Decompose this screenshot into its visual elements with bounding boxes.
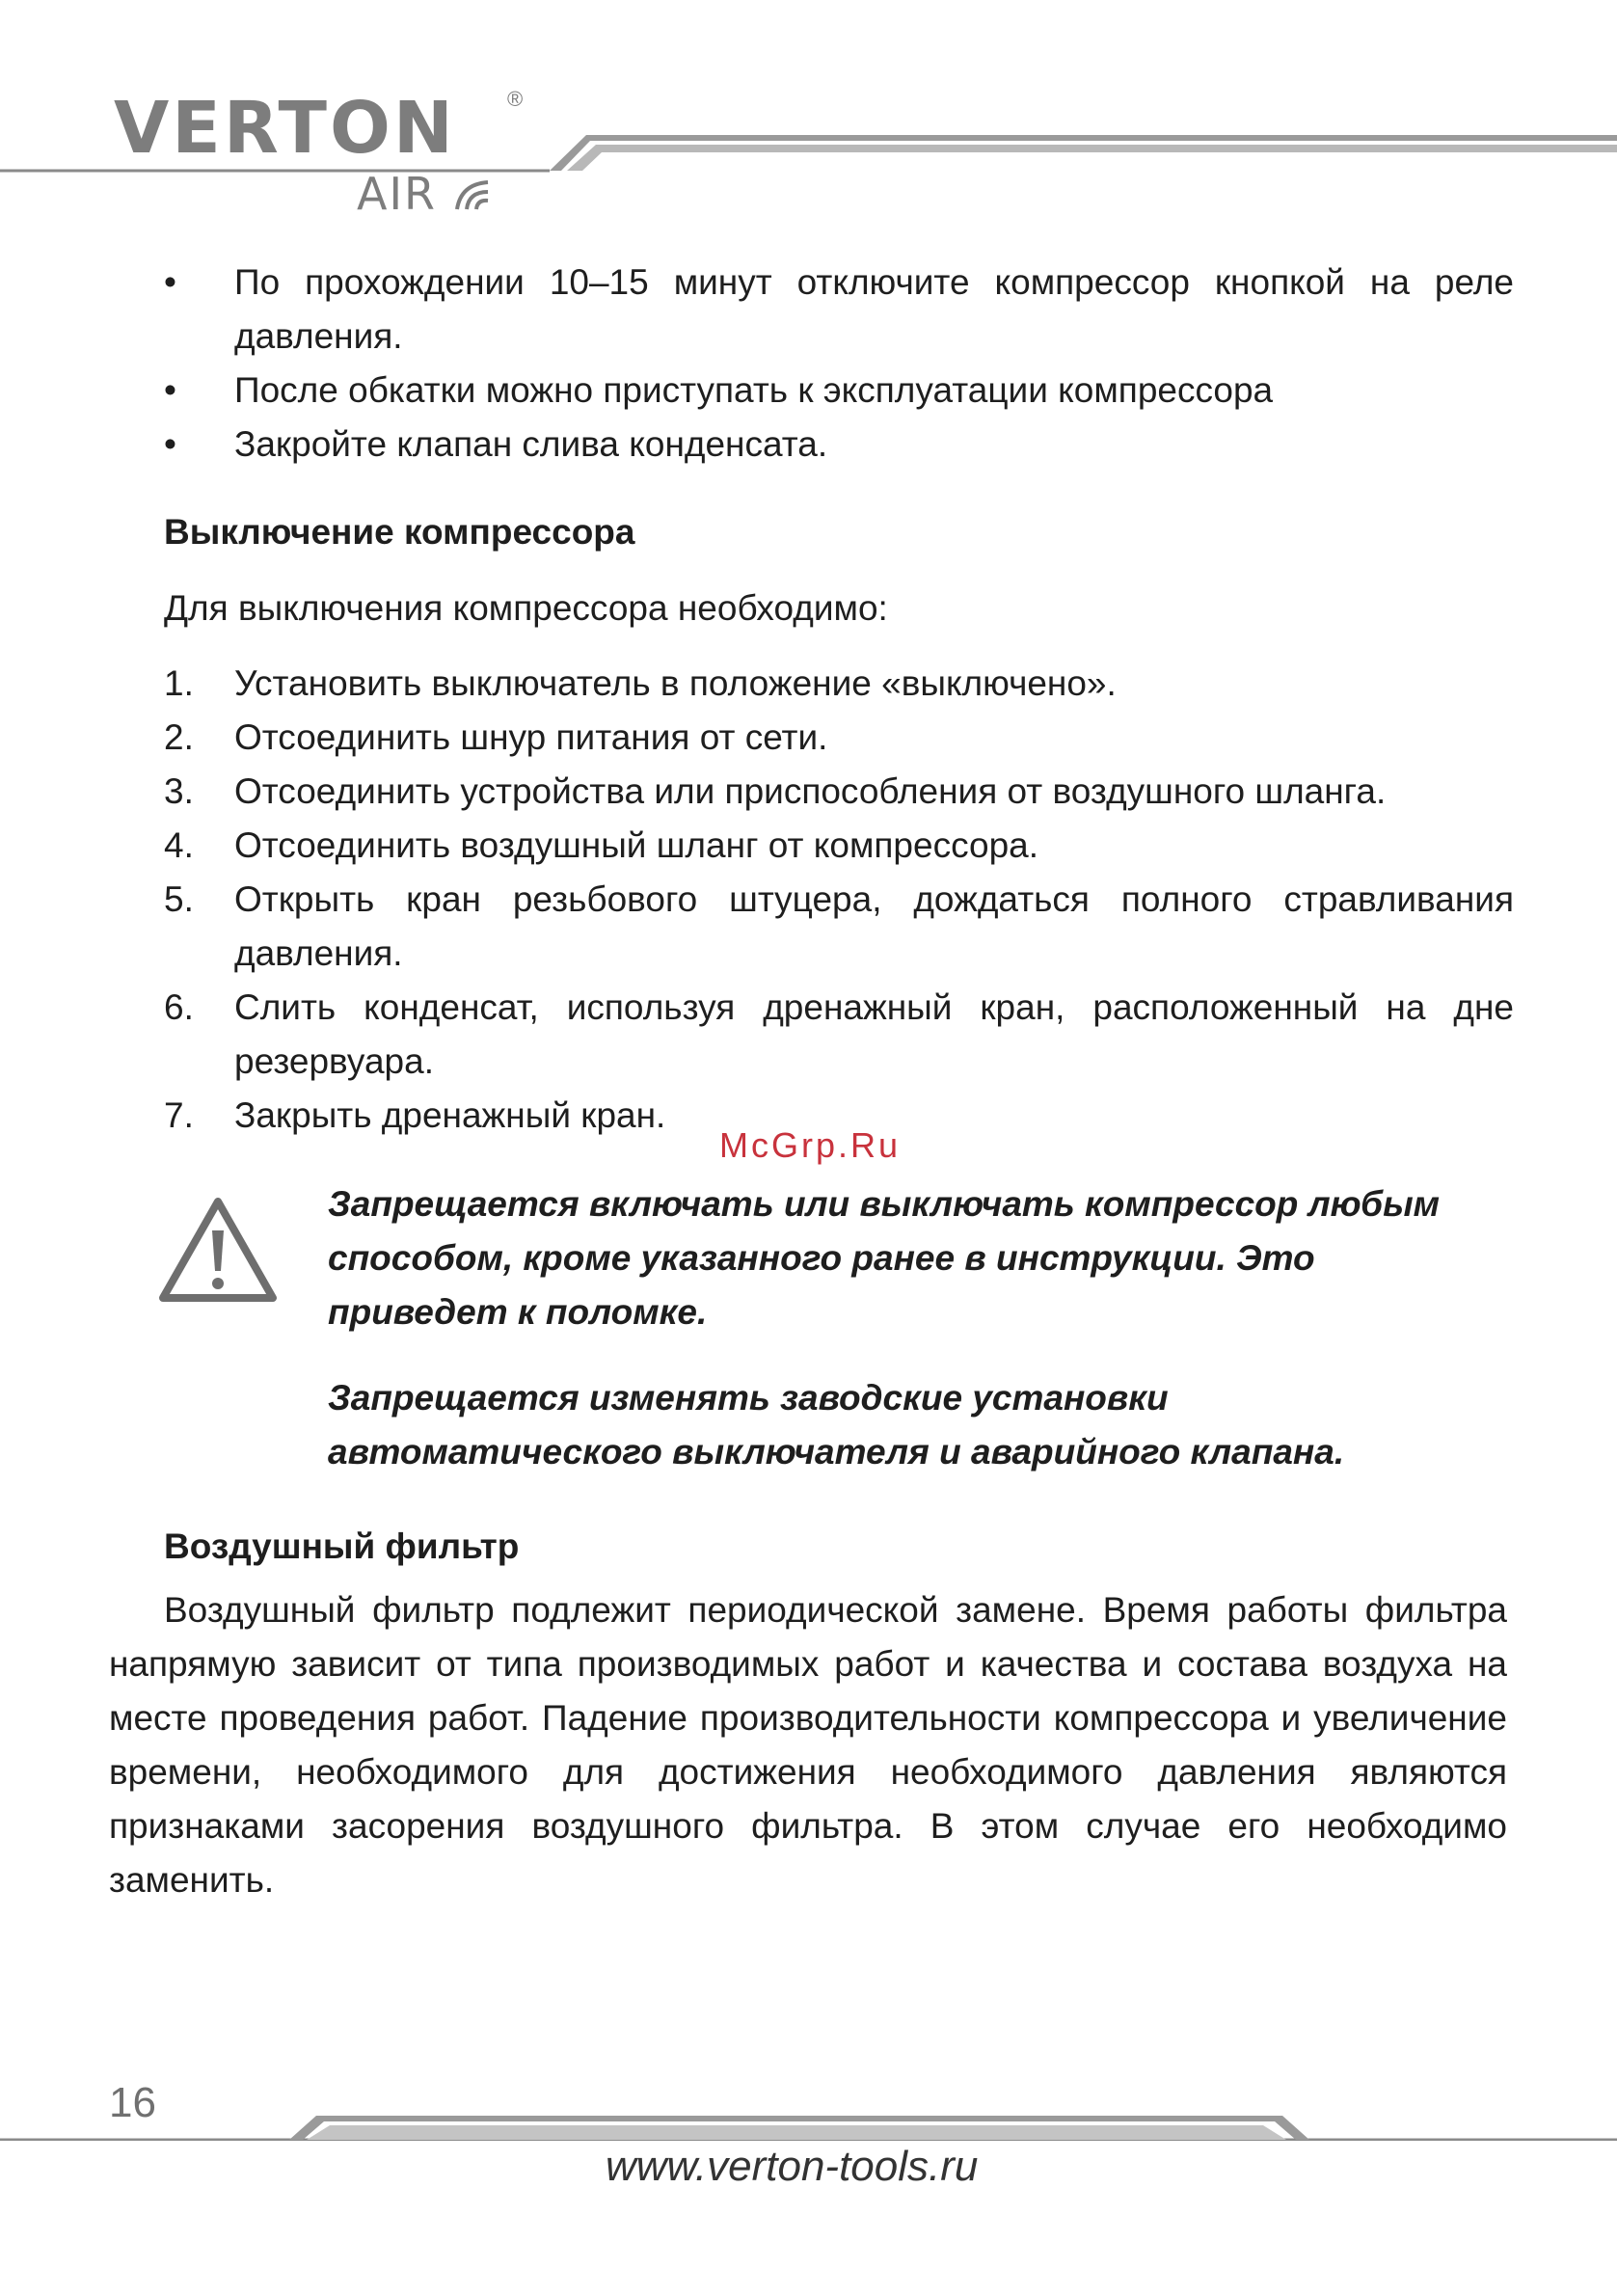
watermark: McGrp.Ru [719,1125,902,1165]
step-number: 3. [164,771,194,811]
footer-website[interactable]: www.verton-tools.ru [606,2143,979,2190]
list-item [164,711,1514,765]
step-text: Отсоединить устройства или приспособления от воздушного шланга. [234,771,1387,811]
bullet-marker: • [164,424,176,464]
section-heading-air-filter: Воздушный фильтр [164,1526,520,1566]
brand-logo: VERTON [114,87,456,170]
step-text: Слить конденсат, используя дренажный кран, расположенный на дне резервуара. [234,987,1514,1081]
bullet-marker: • [164,370,176,410]
step-number: 7. [164,1095,194,1135]
list-item [164,418,1514,472]
section-heading-shutdown: Выключение компрессора [164,512,635,552]
shutdown-intro: Для выключения компрессора необходимо: [164,588,888,628]
footer-decoration [0,2102,1617,2141]
step-number: 2. [164,717,194,757]
brand-sub-logo [357,168,492,220]
list-item [164,256,1514,364]
brand-sub-logo-text: AIR [357,168,437,220]
step-number: 4. [164,825,194,865]
step-number: 1. [164,663,194,703]
air-swirl-icon [453,176,492,211]
step-text: Установить выключатель в положение «выключено». [234,663,1117,703]
warning-text: Запрещается изменять заводские установки автоматического выключателя и аварийного клапана. [328,1378,1345,1472]
step-text: Закрыть дренажный кран. [234,1095,666,1135]
page-number: 16 [109,2079,156,2126]
air-filter-paragraph: Воздушный фильтр подлежит периодической замене. Время работы фильтра напрямую зависит от типа производимых работ и качества и состава воздуха на месте проведения работ. Падение производительности компрессора и увеличение времени, необходимого для достижения необходимого давления являются признаками засорения воздушного фильтра. В этом случае его необходимо заменить. [109,1590,1507,1900]
step-number: 6. [164,987,194,1027]
step-text: Отсоединить шнур питания от сети. [234,717,828,757]
list-item [164,981,1514,1089]
list-item [164,873,1514,981]
list-item [164,765,1514,819]
list-item-text: По прохождении 10–15 минут отключите компрессор кнопкой на реле давления. [234,262,1514,356]
list-item [164,657,1514,711]
list-item-text: Закройте клапан слива конденсата. [234,424,828,464]
step-number: 5. [164,879,194,919]
list-item [164,819,1514,873]
bullet-marker: • [164,262,176,302]
registered-mark: ® [507,87,524,111]
list-item-text: После обкатки можно приступать к эксплуатации компрессора [234,370,1274,410]
list-item [164,364,1514,418]
warning-text: Запрещается включать или выключать компрессор любым способом, кроме указанного ранее в инструкции. Это приведет к поломке. [328,1184,1441,1332]
step-text: Открыть кран резьбового штуцера, дождаться полного стравливания давления. [234,879,1514,973]
step-text: Отсоединить воздушный шланг от компрессора. [234,825,1039,865]
warning-triangle-icon [157,1194,279,1306]
